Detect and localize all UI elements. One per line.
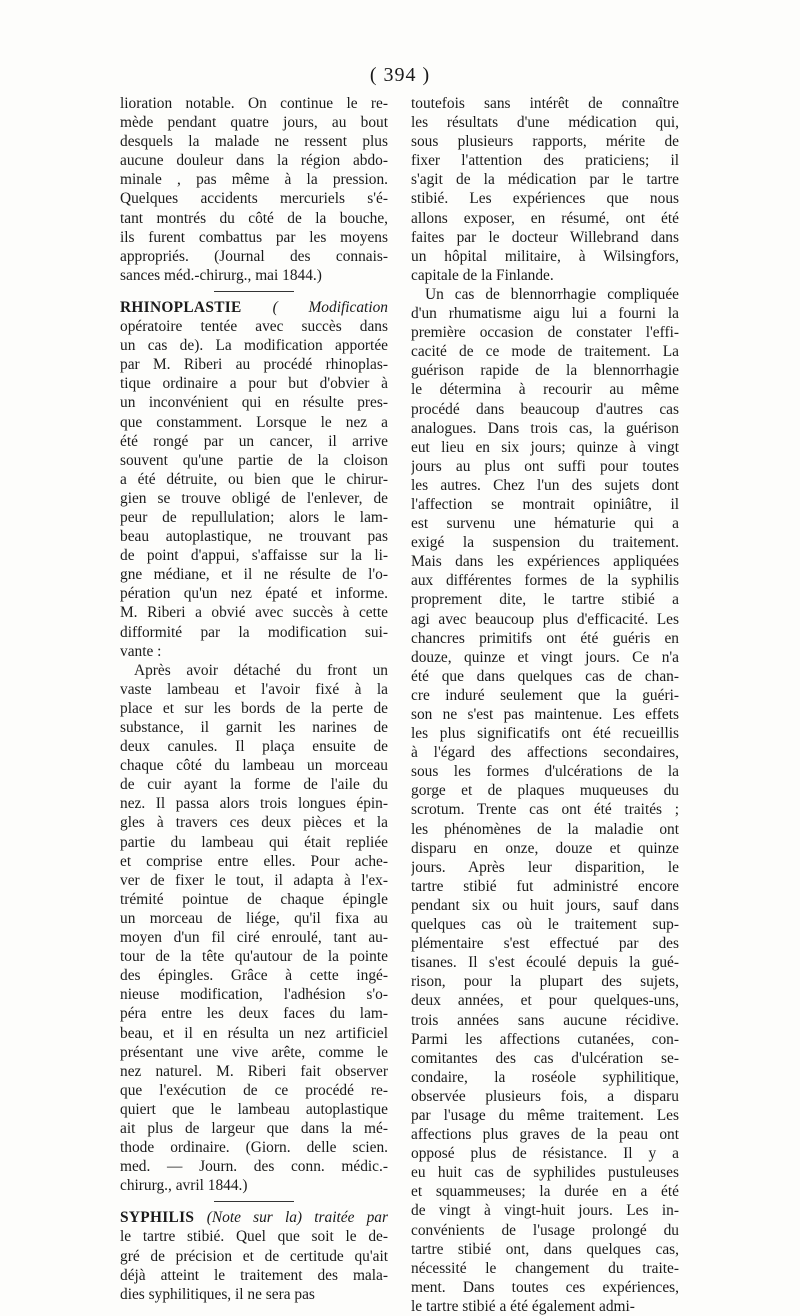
- text-line: dies syphilitiques, il ne sera pas: [120, 1285, 315, 1303]
- text-line: comitantes des cas d'ulcération se-: [411, 1049, 679, 1067]
- text-line: tour de la tête qu'autour de la pointe: [120, 948, 388, 966]
- text-line: nécessité le changement du traite-: [411, 1259, 679, 1277]
- syphilis-article-continued: [411, 94, 679, 1316]
- heading-subtitle: (Note sur la) traitée par: [206, 1209, 388, 1227]
- heading-subtitle: ( Modification: [272, 298, 388, 316]
- rhinoplastie-article: [120, 298, 388, 1195]
- page-number: ( 394 ): [369, 64, 431, 86]
- text-line: stibié. Les expériences que nous: [411, 190, 679, 208]
- text-line: s'agit de la médication par le tartre: [411, 171, 679, 189]
- text-line: tisanes. Il s'est écoulé depuis la gué-: [411, 954, 679, 972]
- text-line: aucune douleur dans la région abdo-: [120, 152, 388, 170]
- text-line: beau autoplastique, ne trouvant pas: [120, 528, 388, 546]
- text-line: un morceau de liége, qu'il fixa au: [120, 909, 388, 927]
- text-line: des épingles. Grâce à cette ingé-: [120, 967, 388, 985]
- text-line: fixer l'attention des praticiens; il: [411, 152, 679, 170]
- text-line: chirurg., avril 1844.): [120, 1177, 248, 1195]
- text-line: [120, 298, 388, 317]
- text-line: sances méd.-chirurg., mai 1844.): [120, 266, 322, 284]
- text-line: rison, pour la plupart des sujets,: [411, 973, 679, 991]
- text-line: le détermina à recourir au même: [411, 381, 679, 399]
- text-line: guérison rapide de la blennorrhagie: [411, 362, 679, 380]
- text-line: Quelques accidents mercuriels s'é-: [120, 190, 388, 208]
- text-line: un hôpital militaire, à Wilsingfors,: [411, 247, 679, 265]
- text-line: Après avoir détaché du front un: [134, 661, 388, 679]
- text-line: convénients de l'usage prolongé du: [411, 1221, 679, 1239]
- text-line: présentant une vive arête, comme le: [120, 1043, 388, 1061]
- text-line: cacité de ce mode de traitement. La: [411, 343, 679, 361]
- text-line: sous plusieurs rapports, mérite de: [411, 133, 679, 151]
- text-line: jours au plus ont suffi pour toutes: [411, 457, 679, 475]
- right-column: [411, 94, 679, 1316]
- text-line: peur de repullulation; alors le lam-: [120, 508, 388, 526]
- text-line: Mais dans les expériences appliquées: [411, 553, 679, 571]
- text-line: moyen d'un fil ciré enroulé, tant au-: [120, 929, 388, 947]
- text-line: souvent qu'une partie de la cloison: [120, 451, 388, 469]
- text-line: a été détruite, ou bien que le chirur-: [120, 470, 388, 488]
- text-line: difformité par la modification sui-: [120, 623, 388, 641]
- text-line: gles à travers ces deux pièces et la: [120, 814, 388, 832]
- text-line: opposé plus de résistance. Il y a: [411, 1145, 679, 1163]
- text-line: jours. Après leur disparition, le: [411, 858, 679, 876]
- text-line: place et sur les bords de la perte de: [120, 699, 388, 717]
- text-line: le tartre stibié a été également admi-: [411, 1297, 635, 1315]
- text-line: minale , pas même à la pression.: [120, 171, 388, 189]
- text-line: gien se trouve obligé de l'enlever, de: [120, 489, 388, 507]
- text-line: par l'usage du même traitement. Les: [411, 1106, 679, 1124]
- text-line: et comprise entre elles. Pour ache-: [120, 852, 388, 870]
- text-line: allons exposer, en résumé, ont été: [411, 209, 679, 227]
- text-line: appropriés. (Journal des connais-: [120, 247, 388, 265]
- text-line: les autres. Chez l'un des sujets dont: [411, 476, 679, 494]
- text-line: trémité pointue de chaque épingle: [120, 890, 388, 908]
- text-line: analogues. Dans trois cas, la guérison: [411, 419, 679, 437]
- section-divider: [214, 291, 294, 292]
- text-line: toutefois sans intérêt de connaître: [411, 95, 679, 112]
- text-line: gne médiane, et il ne résulte de l'o-: [120, 566, 388, 584]
- text-line: agi avec beaucoup plus d'efficacité. Les: [411, 610, 679, 628]
- text-line: partie du lambeau qui était repliée: [120, 833, 388, 851]
- text-line: tant montrés du côté de la bouche,: [120, 209, 388, 227]
- text-line: thode ordinaire. (Giorn. delle scien.: [120, 1139, 388, 1157]
- text-line: affections plus graves de la peau ont: [411, 1126, 679, 1144]
- text-line: un inconvénient qui en résulte pres-: [120, 394, 388, 412]
- text-line: nez. Il passa alors trois longues épin-: [120, 795, 388, 813]
- text-line: tique ordinaire a pour but d'obvier à: [120, 375, 388, 393]
- text-line: gré de précision et de certitude qu'ait: [120, 1247, 388, 1265]
- section-heading: RHINOPLASTIE: [120, 298, 273, 316]
- text-line: quiert que le lambeau autoplastique: [120, 1100, 388, 1118]
- left-column: [120, 94, 388, 1304]
- text-line: ils furent combattus par les moyens: [120, 228, 388, 246]
- text-line: observée plusieurs fois, a disparu: [411, 1087, 679, 1105]
- text-line: eut lieu en six jours; quinze à vingt: [411, 438, 679, 456]
- text-line: mède pendant quatre jours, au bout: [120, 114, 388, 132]
- text-line: chancres primitifs ont été guéris en: [411, 629, 679, 647]
- text-line: opératoire tentée avec succès dans: [120, 318, 388, 336]
- text-line: beau, et il en résulta un nez artificiel: [120, 1024, 388, 1042]
- text-line: eu huit cas de syphilides pustuleuses: [411, 1164, 679, 1182]
- text-line: disparu en onze, douze et quinze: [411, 839, 679, 857]
- text-line: condaire, la roséole syphilitique,: [411, 1068, 679, 1086]
- text-line: nieuse modification, l'adhésion s'o-: [120, 986, 388, 1004]
- text-line: douze, quinze et vingt jours. Ce n'a: [411, 648, 679, 666]
- text-line: tartre stibié ont, dans quelques cas,: [411, 1240, 679, 1258]
- text-line: déjà atteint le traitement des mala-: [120, 1266, 388, 1284]
- text-line: faites par le docteur Willebrand dans: [411, 228, 679, 246]
- text-line: pération qu'un nez épaté et informe.: [120, 585, 388, 603]
- text-line: plémentaire s'est effectué par des: [411, 935, 679, 953]
- text-line: d'un rhumatisme aigu lui a fourni la: [411, 305, 679, 323]
- journal-paragraph-end: [120, 94, 388, 285]
- text-line: gorge et de plaques muqueuses du: [411, 782, 679, 800]
- text-line: nez naturel. M. Riberi fait observer: [120, 1062, 388, 1080]
- text-line: que constamment. Lorsque le nez a: [120, 413, 388, 431]
- text-line: pendant six ou huit jours, sauf dans: [411, 896, 679, 914]
- text-line: lioration notable. On continue le re-: [120, 95, 388, 112]
- text-line: cre induré seulement que la guéri-: [411, 686, 679, 704]
- text-line: Parmi les affections cutanées, con-: [411, 1030, 679, 1048]
- text-line: quelques cas où le traitement sup-: [411, 916, 679, 934]
- text-line: par M. Riberi au procédé rhinoplas-: [120, 356, 388, 374]
- text-line: M. Riberi a obvié avec succès à cette: [120, 604, 388, 622]
- text-line: son ne s'est pas maintenue. Les effets: [411, 706, 679, 723]
- text-line: deux canules. Il plaça ensuite de: [120, 738, 388, 756]
- section-divider: [214, 1201, 294, 1202]
- text-line: de vingt à vingt-huit jours. Les in-: [411, 1202, 679, 1220]
- text-line: est survenu une hématurie qui a: [411, 515, 679, 533]
- text-line: deux années, et pour quelques-uns,: [411, 992, 679, 1010]
- text-line: et squammeuses; la durée en a été: [411, 1183, 679, 1201]
- text-line: à l'égard des affections secondaires,: [411, 744, 679, 762]
- section-heading: SYPHILIS: [120, 1209, 207, 1227]
- text-line: un cas de). La modification apportée: [120, 337, 388, 355]
- text-line: exigé la suspension du traitement.: [411, 534, 679, 552]
- text-line: vaste lambeau et l'avoir fixé à la: [120, 680, 388, 698]
- text-line: substance, il garnit les narines de: [120, 719, 388, 736]
- text-line: trois années sans aucune récidive.: [411, 1011, 679, 1029]
- text-line: [120, 1208, 388, 1227]
- text-line: l'affection se montrait opiniâtre, il: [411, 495, 679, 513]
- text-line: été que dans quelques cas de chan-: [411, 667, 679, 685]
- text-line: de cuir ayant la forme de l'aile du: [120, 776, 388, 794]
- text-line: procédé dans beaucoup d'autres cas: [411, 400, 679, 418]
- text-line: été rongé par un cancer, il arrive: [120, 432, 388, 450]
- text-line: scrotum. Trente cas ont été traités ;: [411, 801, 679, 819]
- text-line: capitale de la Finlande.: [411, 266, 554, 284]
- text-line: les plus significatifs ont été recueillis: [411, 725, 679, 743]
- text-line: desquels la malade ne ressent plus: [120, 133, 388, 151]
- text-line: de point d'appui, s'affaisse sur la li-: [120, 547, 388, 565]
- text-line: ait plus de largeur que dans la mé-: [120, 1119, 388, 1137]
- text-line: ment. Dans toutes ces expériences,: [411, 1278, 679, 1296]
- text-line: ver de fixer le tout, il adapta à l'ex-: [120, 871, 388, 889]
- text-line: aux différentes formes de la syphilis: [411, 572, 679, 590]
- text-line: le tartre stibié. Quel que soit le de-: [120, 1228, 388, 1246]
- syphilis-article-start: [120, 1208, 388, 1303]
- text-line: les résultats d'une médication qui,: [411, 114, 679, 132]
- text-line: Un cas de blennorrhagie compliquée: [425, 285, 679, 303]
- text-line: vante :: [120, 642, 162, 660]
- text-line: sous les formes d'ulcérations de la: [411, 763, 679, 781]
- text-line: que l'exécution de ce procédé re-: [120, 1081, 388, 1099]
- text-line: les phénomènes de la maladie ont: [411, 820, 679, 838]
- text-line: péra entre les deux faces du lam-: [120, 1005, 388, 1023]
- text-line: chaque côté du lambeau un morceau: [120, 757, 388, 775]
- text-line: première occasion de constater l'effi-: [411, 324, 679, 342]
- text-line: proprement dite, le tartre stibié a: [411, 591, 679, 609]
- text-line: tartre stibié fut administré encore: [411, 877, 679, 895]
- text-line: med. — Journ. des conn. médic.-: [120, 1158, 388, 1176]
